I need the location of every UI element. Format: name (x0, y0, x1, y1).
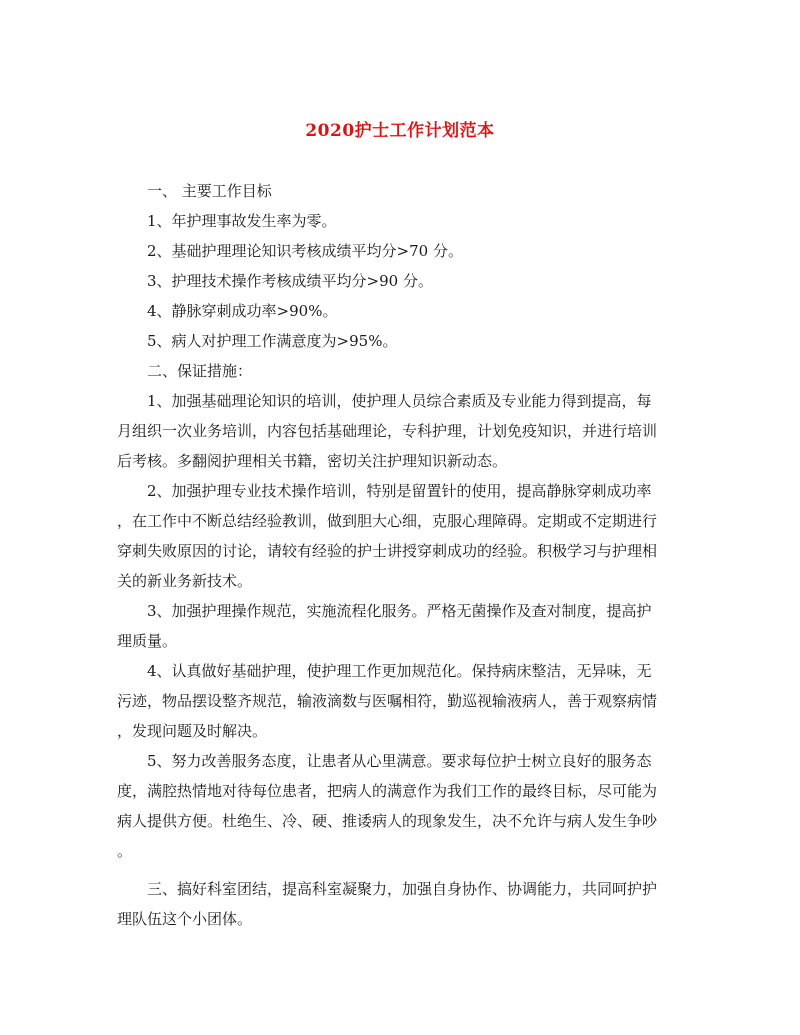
measure-3-line-2: 理质量。 (117, 632, 178, 650)
document-body (117, 176, 683, 934)
measure-2-line-3: 穿刺失败原因的讨论，请较有经验的护士讲授穿刺成功的经验。积极学习与护理相 (117, 542, 658, 560)
measure-2-line-2: ，在工作中不断总结经验教训，做到胆大心细，克服心理障碍。定期或不定期进行 (117, 512, 658, 530)
measure-2-line-1: 2、加强护理专业技术操作培训，特别是留置针的使用，提高静脉穿刺成功率 (147, 482, 652, 500)
document-title: 2020护士工作计划范本 (305, 121, 495, 141)
measure-5-line-3: 病人提供方便。杜绝生、冷、硬、推诿病人的现象发生，决不允许与病人发生争吵 (117, 812, 658, 830)
measure-4-line-3: ，发现问题及时解决。 (117, 722, 268, 740)
measure-1-line-2: 月组织一次业务培训，内容包括基础理论，专科护理，计划免疫知识，并进行培训 (117, 422, 658, 440)
section-heading-goals: 一、 主要工作目标 (147, 182, 272, 200)
measure-4-line-1: 4、认真做好基础护理，使护理工作更加规范化。保持病床整洁，无异味，无 (147, 662, 652, 680)
goal-item-4: 4、静脉穿刺成功率>90%。 (147, 302, 338, 320)
goal-item-5: 5、病人对护理工作满意度为>95%。 (147, 332, 398, 350)
goal-item-2: 2、基础护理理论知识考核成绩平均分>70 分。 (147, 242, 463, 260)
measure-2-line-4: 关的新业务新技术。 (117, 572, 253, 590)
teamwork-line-2: 理队伍这个小团体。 (117, 910, 253, 928)
section-heading-teamwork: 三、搞好科室团结，提高科室凝聚力，加强自身协作、协调能力，共同呵护护 (147, 880, 658, 898)
measure-1-line-1: 1、加强基础理论知识的培训，使护理人员综合素质及专业能力得到提高，每 (147, 392, 652, 410)
measure-4-line-2: 污迹，物品摆设整齐规范，输液滴数与医嘱相符，勤巡视输液病人，善于观察病情 (117, 692, 658, 710)
measure-5-line-4: 。 (117, 842, 133, 860)
measure-5-line-2: 度，满腔热情地对待每位患者，把病人的满意作为我们工作的最终目标，尽可能为 (117, 782, 658, 800)
measure-5-line-1: 5、努力改善服务态度，让患者从心里满意。要求每位护士树立良好的服务态 (147, 752, 652, 770)
measure-1-line-3: 后考核。多翻阅护理相关书籍，密切关注护理知识新动态。 (117, 452, 508, 470)
measure-3-line-1: 3、加强护理操作规范，实施流程化服务。严格无菌操作及查对制度，提高护 (147, 602, 652, 620)
section-heading-measures: 二、保证措施： (147, 362, 253, 380)
goal-item-1: 1、年护理事故发生率为零。 (147, 212, 337, 230)
paragraph-gap (117, 866, 683, 874)
goal-item-3: 3、护理技术操作考核成绩平均分>90 分。 (147, 272, 433, 290)
